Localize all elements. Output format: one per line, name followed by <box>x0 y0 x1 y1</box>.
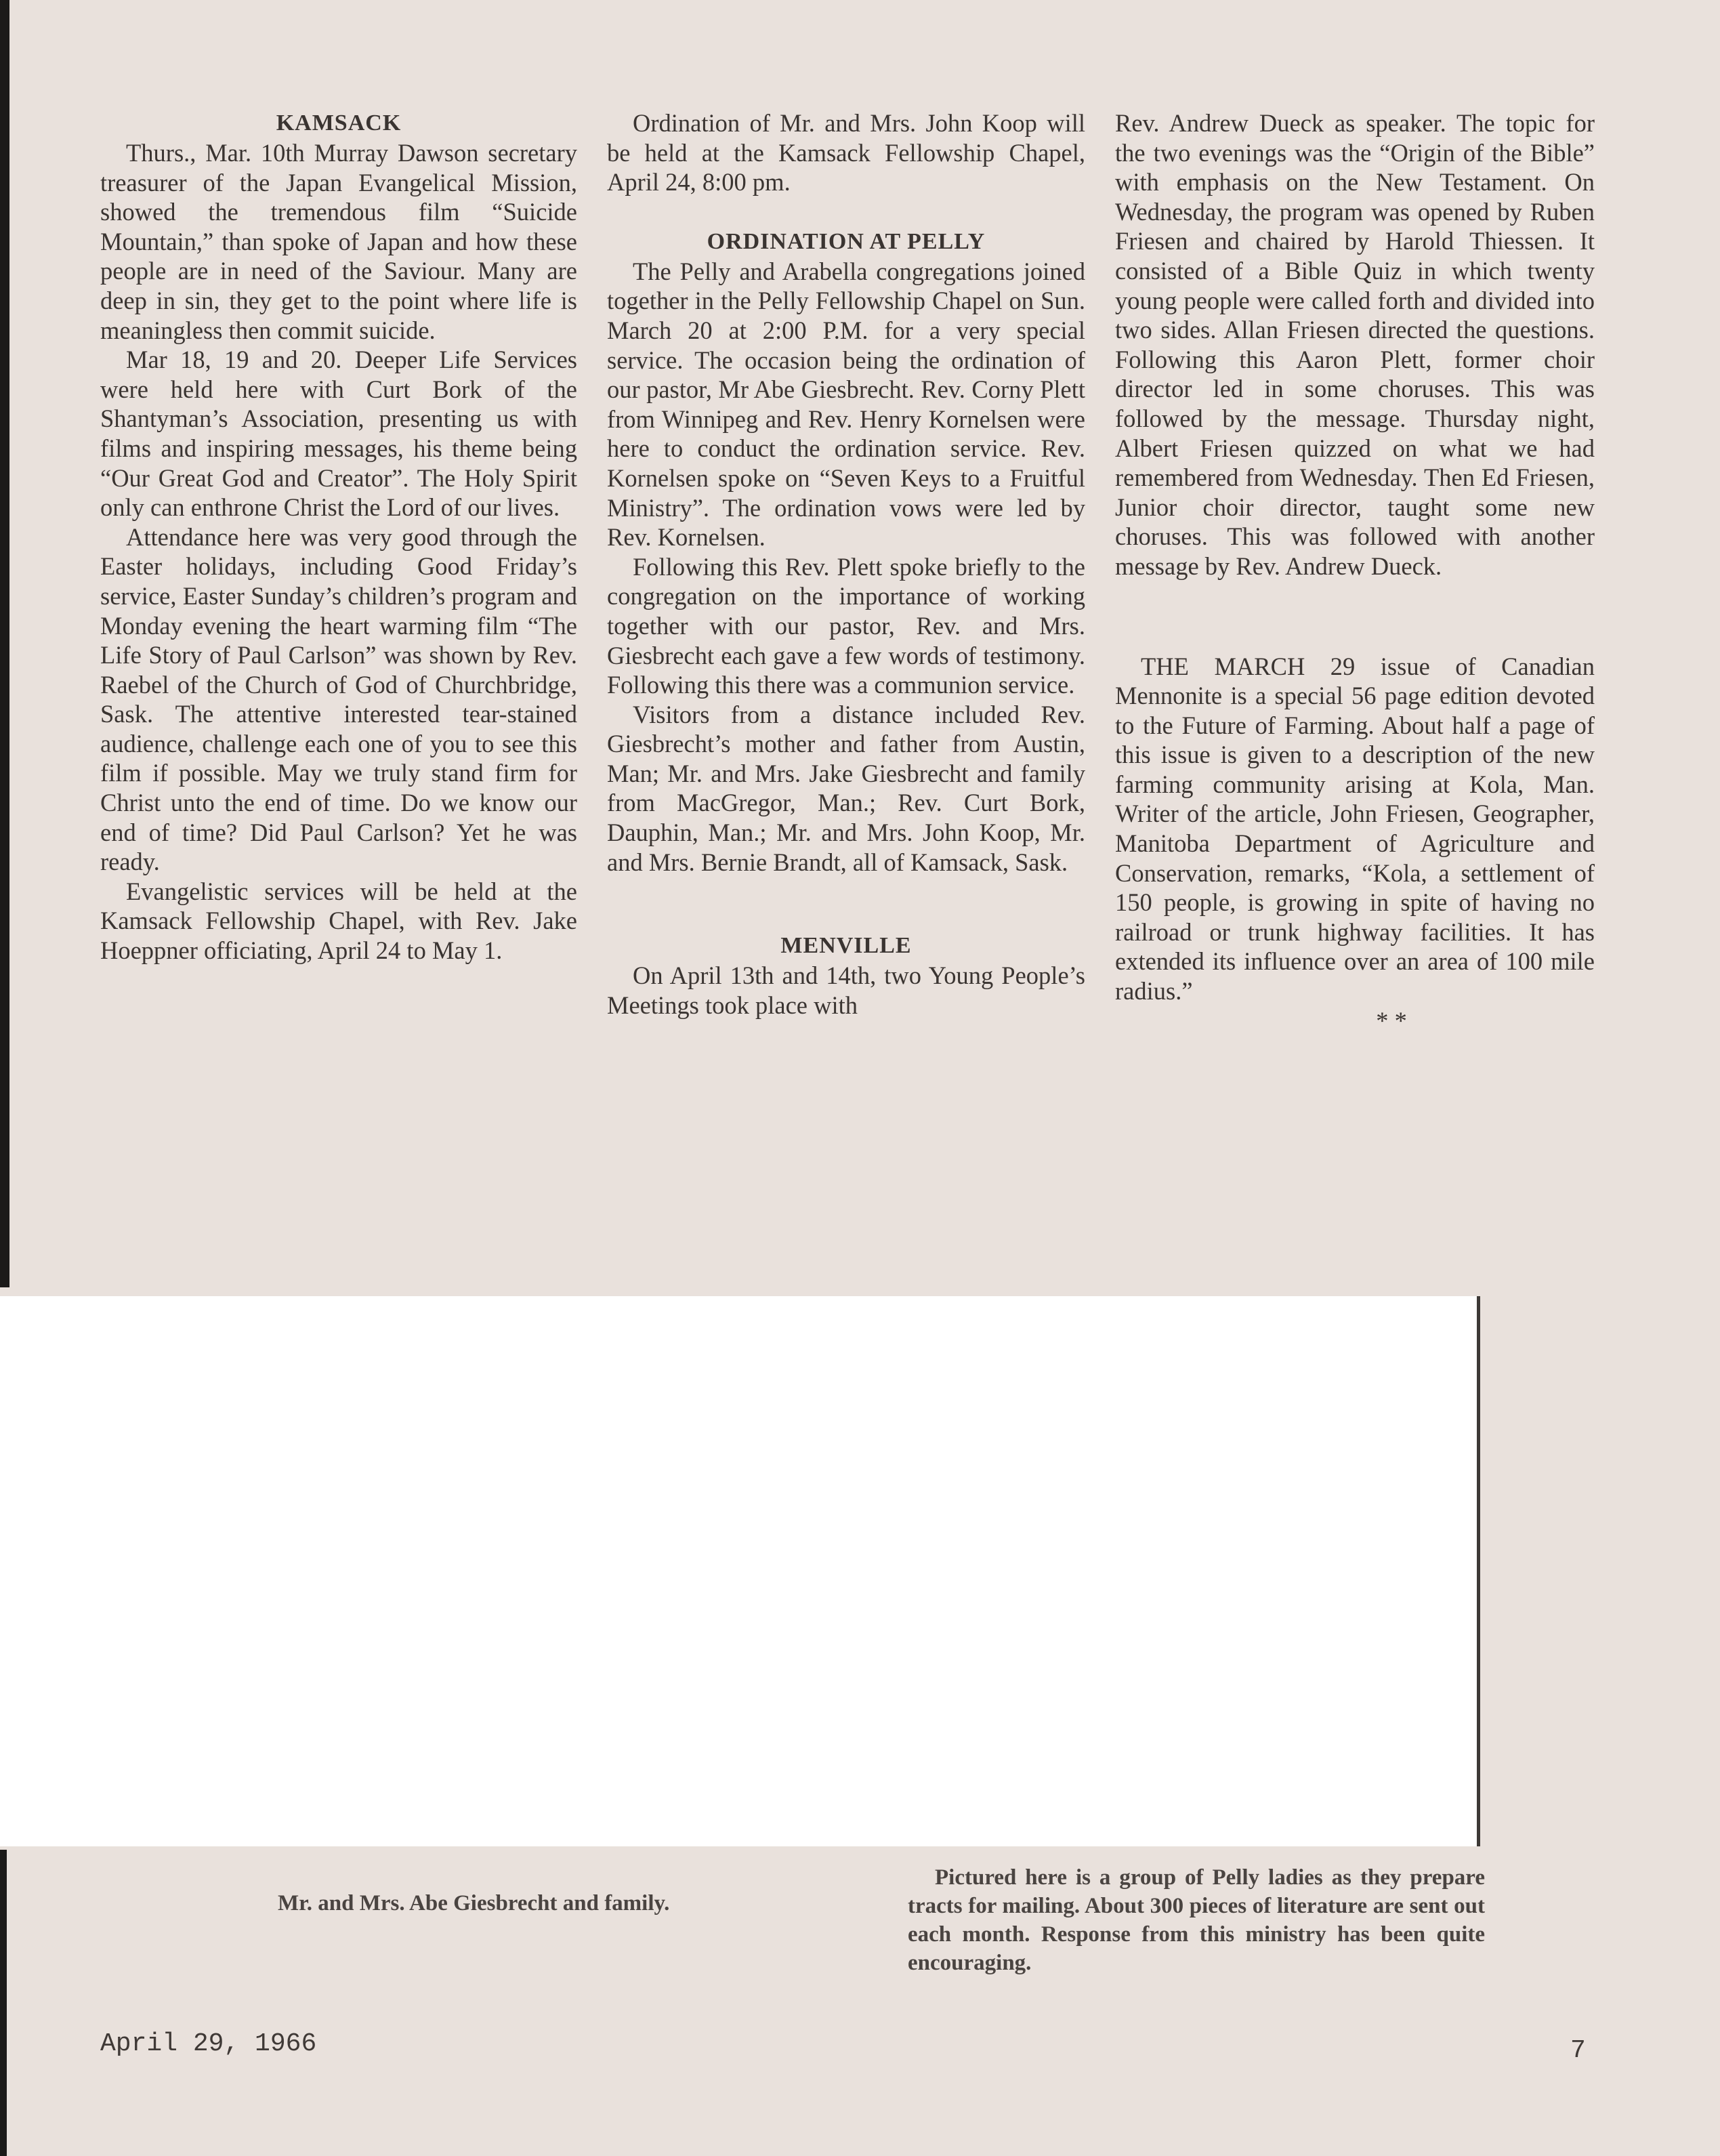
heading-kamsack: KAMSACK <box>276 110 402 136</box>
photo-edge <box>1477 1296 1480 1846</box>
column-2 <box>607 108 1085 1020</box>
footer-date: April 29, 1966 <box>100 2029 317 2058</box>
heading-menville: MENVILLE <box>780 933 912 959</box>
photo-caption-right: Pictured here is a group of Pelly ladies as they prepare tracts for mailing. About 300 pieces of literature are sent out each month. Response from this ministry has been quite encouraging. <box>908 1865 1485 1975</box>
paragraph: Visitors from a distance included Rev. Giesbrecht’s mother and father from Austin, Man; Mr. and Mrs. Jake Giesbrecht and family from MacGregor, Man.; Rev. Curt Bork, Dauphin, Man.; Mr. and Mrs. John Koop, Mr. and Mrs. Bernie Brandt, all of Kamsack, Sask. <box>607 700 1085 876</box>
spacer <box>1115 581 1595 652</box>
paragraph: Mar 18, 19 and 20. Deeper Life Services were held here with Curt Bork of the Shantyman’s Association, presenting us with films and inspiring messages, his theme being “Our Great God and Creator”. The Holy Spirit only can enthrone Christ the Lord of our lives. <box>100 346 577 522</box>
separator-stars: * * <box>1376 1006 1407 1035</box>
paragraph: On April 13th and 14th, two Young People’s Meetings took place with <box>607 961 1085 1019</box>
spacer <box>607 877 1085 931</box>
paragraph: Following this Rev. Plett spoke briefly to the congregation on the importance of working together with our pastor, Rev. and Mrs. Giesbrecht each gave a few words of testimony. Following this there was a communion service. <box>607 552 1085 699</box>
paragraph: Thurs., Mar. 10th Murray Dawson secretary treasurer of the Japan Evangelical Mission, showed the tremendous film “Suicide Mountain,” than spoke of Japan and how these people are in need of the Saviour. Many are deep in sin, they get to the point where life is meaningless then commit suicide. <box>100 139 577 344</box>
paragraph: Ordination of Mr. and Mrs. John Koop will be held at the Kamsack Fellowship Chapel, April 24, 8:00 pm. <box>607 109 1085 196</box>
column-3 <box>1115 108 1595 1035</box>
photo-caption-left: Mr. and Mrs. Abe Giesbrecht and family. <box>278 1891 670 1915</box>
paragraph: The Pelly and Arabella congregations joined together in the Pelly Fellowship Chapel on Sun. March 20 at 2:00 P.M. for a very special service. The occasion being the ordination of our pastor, Mr Abe Giesbrecht. Rev. Corny Plett from Winnipeg and Rev. Henry Kornelsen were here to conduct the ordination service. Rev. Kornelsen spoke on “Seven Keys to a Fruitful Ministry”. The ordination vows were led by Rev. Kornelsen. <box>607 257 1085 552</box>
scan-edge-left <box>0 0 9 1287</box>
heading-ordination-at-pelly: ORDINATION AT PELLY <box>707 228 986 254</box>
paragraph: Evangelistic services will be held at the Kamsack Fellowship Chapel, with Rev. Jake Hoeppner officiating, April 24 to May 1. <box>100 877 577 965</box>
scan-edge-left-lower <box>0 1850 7 2156</box>
paragraph: THE MARCH 29 issue of Canadian Mennonite is a special 56 page edition devoted to the Future of Farming. About half a page of this issue is given to a description of the new farming community arising at Kola, Man. Writer of the article, John Friesen, Geographer, Manitoba Department of Agriculture and Conservation, remarks, “Kola, a settlement of 150 people, is growing in spite of having no railroad or trunk highway facilities. It has extended its influence over an area of 100 mile radius.” <box>1115 652 1595 1006</box>
spacer <box>607 197 1085 227</box>
paragraph: Rev. Andrew Dueck as speaker. The topic for the two evenings was the “Origin of the Bible” with emphasis on the New Testament. On Wednesday, the program was opened by Ruben Friesen and chaired by Harold Thiessen. It consisted of a Bible Quiz in which twenty young people were called forth and divided into two sides. Allan Friesen directed the questions. Following this Aaron Plett, former choir director led in some choruses. This was followed by the message. Thursday night, Albert Friesen quizzed on what we had remembered from Wednesday. Then Ed Friesen, Junior choir director, taught some new choruses. This was followed with another message by Rev. Andrew Dueck. <box>1115 109 1595 580</box>
photo-placeholder <box>0 1296 1478 1846</box>
page-number: 7 <box>1570 2036 1586 2065</box>
column-1 <box>100 108 577 966</box>
paragraph: Attendance here was very good through the Easter holidays, including Good Friday’s service, Easter Sunday’s children’s program and Monday evening the heart warming film “The Life Story of Paul Carlson” was shown by Rev. Raebel of the Church of God of Churchbridge, Sask. The attentive interested tear-stained audience, challenge each one of you to see this film if possible. May we truly stand firm for Christ unto the end of time. Do we know our end of time? Did Paul Carlson? Yet he was ready. <box>100 522 577 876</box>
